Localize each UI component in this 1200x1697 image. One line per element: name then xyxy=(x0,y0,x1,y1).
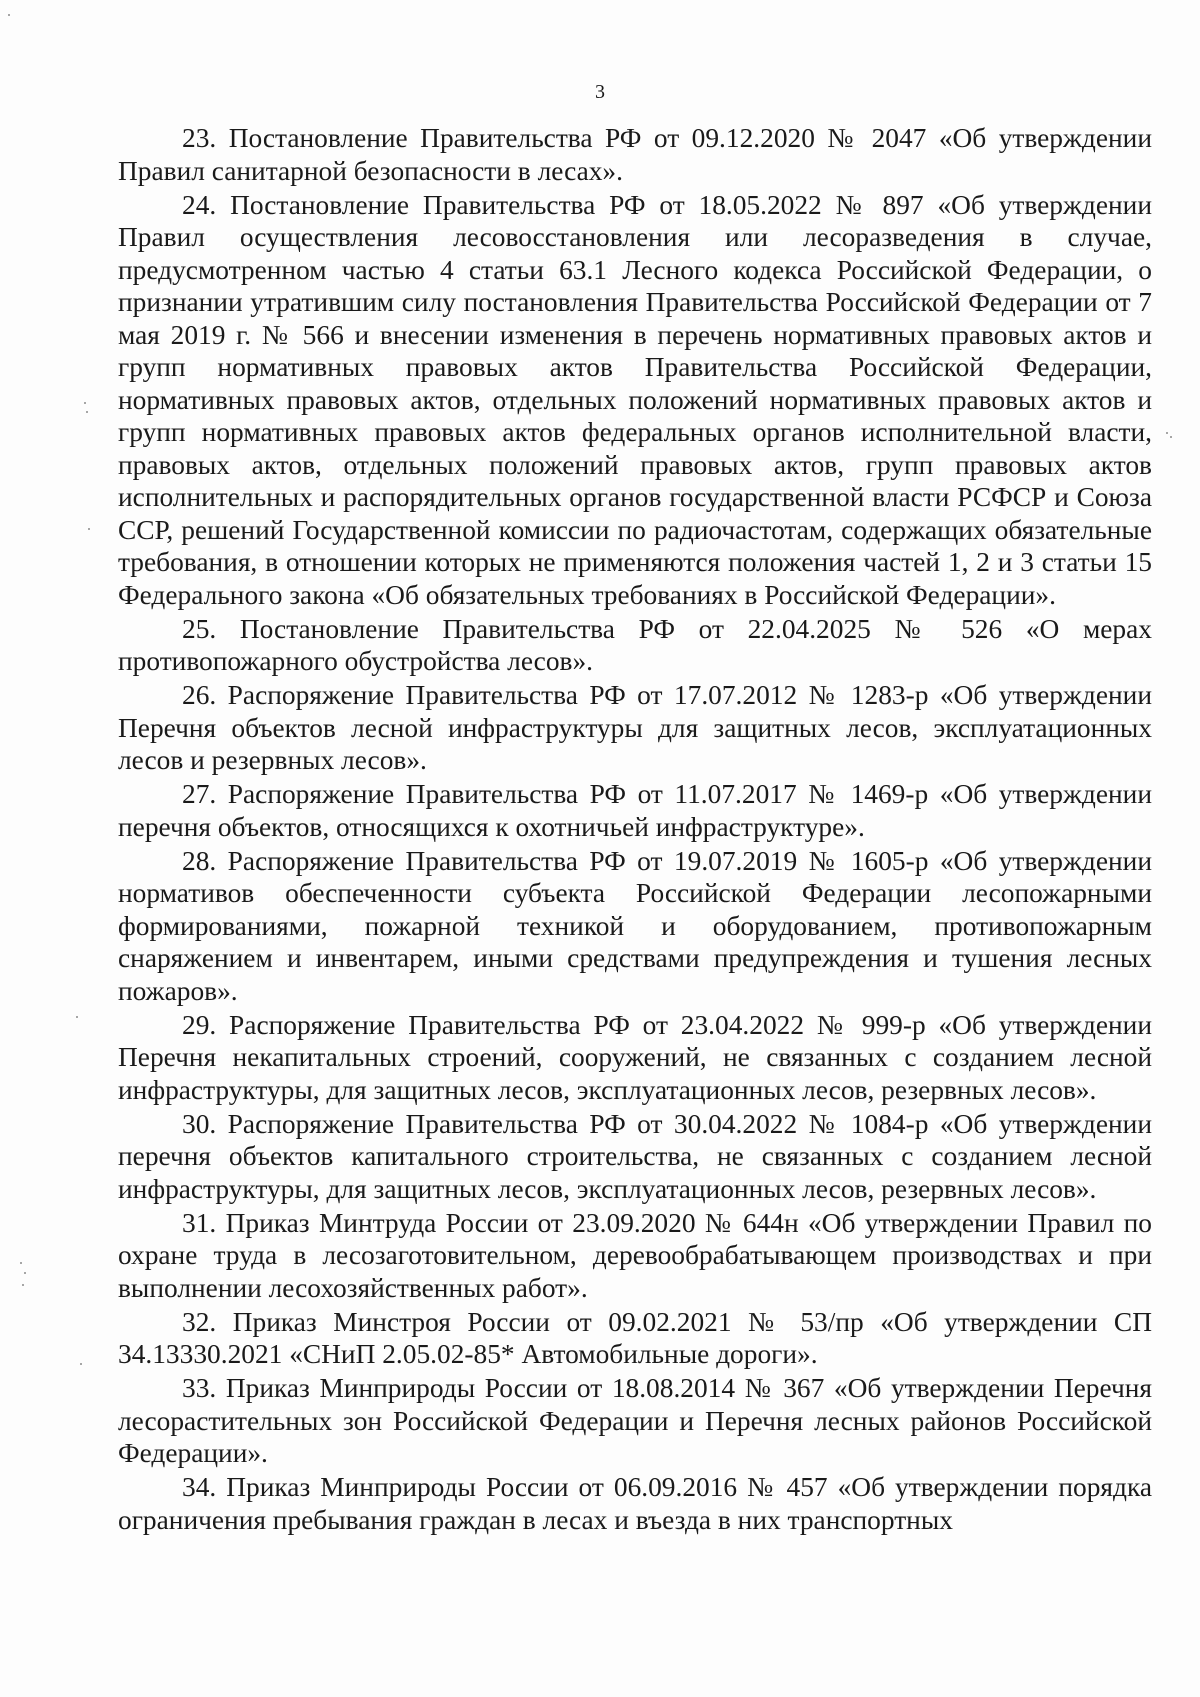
scan-artifact xyxy=(24,1272,26,1274)
list-item: 27. Распоряжение Правительства РФ от 11.07.2017 № 1469-р «Об утверждении перечня объектов, относящихся к охотничьей инфраструктуре». xyxy=(118,779,1152,842)
scan-artifact xyxy=(20,1262,22,1264)
list-item: 30. Распоряжение Правительства РФ от 30.04.2022 № 1084-р «Об утверждении перечня объектов капитального строительства, не связанных с созданием лесной инфраструктуры, для защитных лесов, эксплуатационных лесов, резервных лесов». xyxy=(118,1108,1152,1204)
scan-artifact xyxy=(86,411,88,413)
list-item-continued: 34. Приказ Минприроды России от 06.09.2016 № 457 «Об утверждении порядка ограничения пребывания граждан в лесах и въезда в них транспортных xyxy=(118,1472,1152,1535)
scan-artifact xyxy=(76,1016,78,1018)
list-item: 29. Распоряжение Правительства РФ от 23.04.2022 № 999-р «Об утверждении Перечня некапитальных строений, сооружений, не связанных с созданием лесной инфраструктуры, для защитных лесов, эксплуатационных лесов, резервных лесов». xyxy=(118,1009,1152,1105)
document-body xyxy=(118,122,1152,1538)
list-item: 24. Постановление Правительства РФ от 18.05.2022 № 897 «Об утверждении Правил осуществления лесовосстановления или лесоразведения в случае, предусмотренном частью 4 статьи 63.1 Лесного кодекса Российской Федерации, о признании утратившим силу постановления Правительства Российской Федерации от 7 мая 2019 г. № 566 и внесении изменения в перечень нормативных правовых актов и групп нормативных правовых актов Правительства Российской Федерации, нормативных правовых актов, отдельных положений нормативных правовых актов и групп нормативных правовых актов федеральных органов исполнительной власти, правовых актов, отдельных положений правовых актов, групп правовых актов исполнительных и распорядительных органов государственной власти РСФСР и Союза ССР, решений Государственной комиссии по радиочастотам, содержащих обязательные требования, в отношении которых не применяются положения частей 1, 2 и 3 статьи 15 Федерального закона «Об обязательных требованиях в Российской Федерации». xyxy=(118,189,1152,610)
list-item: 33. Приказ Минприроды России от 18.08.2014 № 367 «Об утверждении Перечня лесорастительных зон Российской Федерации и Перечня лесных районов Российской Федерации». xyxy=(118,1373,1152,1468)
list-item: 28. Распоряжение Правительства РФ от 19.07.2019 № 1605-р «Об утверждении нормативов обеспеченности субъекта Российской Федерации лесопожарными формированиями, пожарной техникой и оборудованием, противопожарным снаряжением и инвентарем, иными средствами предупреждения и тушения лесных пожаров». xyxy=(118,845,1152,1006)
list-item: 26. Распоряжение Правительства РФ от 17.07.2012 № 1283-р «Об утверждении Перечня объектов лесной инфраструктуры для защитных лесов, эксплуатационных лесов и резервных лесов». xyxy=(118,680,1152,775)
scan-artifact xyxy=(1166,432,1168,434)
scan-artifact xyxy=(88,528,90,530)
list-item: 25. Постановление Правительства РФ от 22.04.2025 № 526 «О мерах противопожарного обустройства лесов». xyxy=(118,613,1152,676)
list-item: 23. Постановление Правительства РФ от 09.12.2020 № 2047 «Об утверждении Правил санитарной безопасности в лесах». xyxy=(118,123,1152,186)
scan-artifact xyxy=(8,14,10,16)
scan-artifact xyxy=(22,1284,24,1286)
scan-artifact xyxy=(1170,436,1172,438)
scan-artifact xyxy=(84,402,86,404)
scan-artifact xyxy=(80,1363,82,1365)
list-item: 32. Приказ Минстроя России от 09.02.2021 № 53/пр «Об утверждении СП 34.13330.2021 «СНиП 2.05.02-85* Автомобильные дороги». xyxy=(118,1306,1152,1369)
list-item: 31. Приказ Минтруда России от 23.09.2020 № 644н «Об утверждении Правил по охране труда в лесозаготовительном, деревообрабатывающем производствах и при выполнении лесохозяйственных работ». xyxy=(118,1207,1152,1303)
page-number: 3 xyxy=(595,81,605,103)
